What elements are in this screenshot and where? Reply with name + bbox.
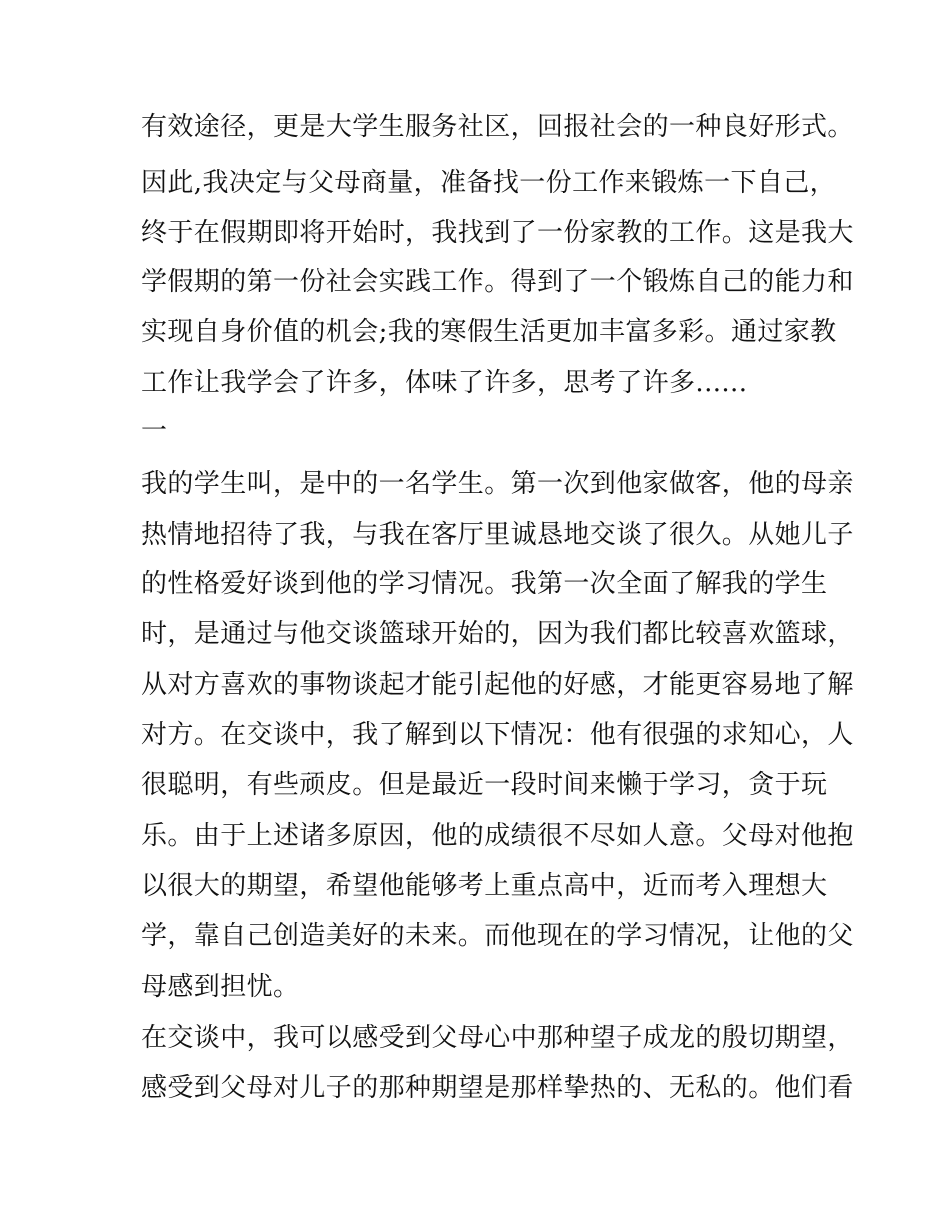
text-line: 母感到担忧。 bbox=[141, 972, 300, 1002]
text-line: 的性格爱好谈到他的学习情况。我第一次全面了解我的学生 bbox=[141, 569, 828, 599]
text-line: 从对方喜欢的事物谈起才能引起他的好感，才能更容易地了解 bbox=[141, 670, 854, 700]
text-line: 我的学生叫，是中的一名学生。第一次到他家做客，他的母亲 bbox=[141, 469, 854, 499]
text-line: 学假期的第一份社会实践工作。得到了一个锻炼自己的能力和 bbox=[141, 267, 854, 297]
text-line: 很聪明，有些顽皮。但是最近一段时间来懒于学习，贪于玩 bbox=[141, 770, 828, 800]
section-marker: 一 bbox=[141, 416, 168, 446]
text-line: 工作让我学会了许多，体味了许多，思考了许多...... bbox=[141, 368, 748, 398]
text-line: 学，靠自己创造美好的未来。而他现在的学习情况，让他的父 bbox=[141, 921, 854, 951]
text-line: 感受到父母对儿子的那种期望是那样挚热的、无私的。他们看 bbox=[141, 1073, 854, 1103]
text-line: 热情地招待了我，与我在客厅里诚恳地交谈了很久。从她儿子 bbox=[141, 520, 854, 550]
text-line: 时，是通过与他交谈篮球开始的，因为我们都比较喜欢篮球， bbox=[141, 619, 854, 649]
text-line: 以很大的期望，希望他能够考上重点高中，近而考入理想大 bbox=[141, 871, 828, 901]
text-line: 因此,我决定与父母商量，准备找一份工作来锻炼一下自己， bbox=[141, 168, 837, 198]
text-line: 实现自身价值的机会;我的寒假生活更加丰富多彩。通过家教 bbox=[141, 317, 837, 347]
text-line: 在交谈中，我可以感受到父母心中那种望子成龙的殷切期望， bbox=[141, 1023, 854, 1053]
text-line: 对方。在交谈中，我了解到以下情况：他有很强的求知心，人 bbox=[141, 720, 854, 750]
text-line: 终于在假期即将开始时，我找到了一份家教的工作。这是我大 bbox=[141, 218, 854, 248]
text-line: 乐。由于上述诸多原因，他的成绩很不尽如人意。父母对他抱 bbox=[141, 821, 854, 851]
text-line: 有效途径，更是大学生服务社区，回报社会的一种良好形式。 bbox=[141, 112, 854, 142]
